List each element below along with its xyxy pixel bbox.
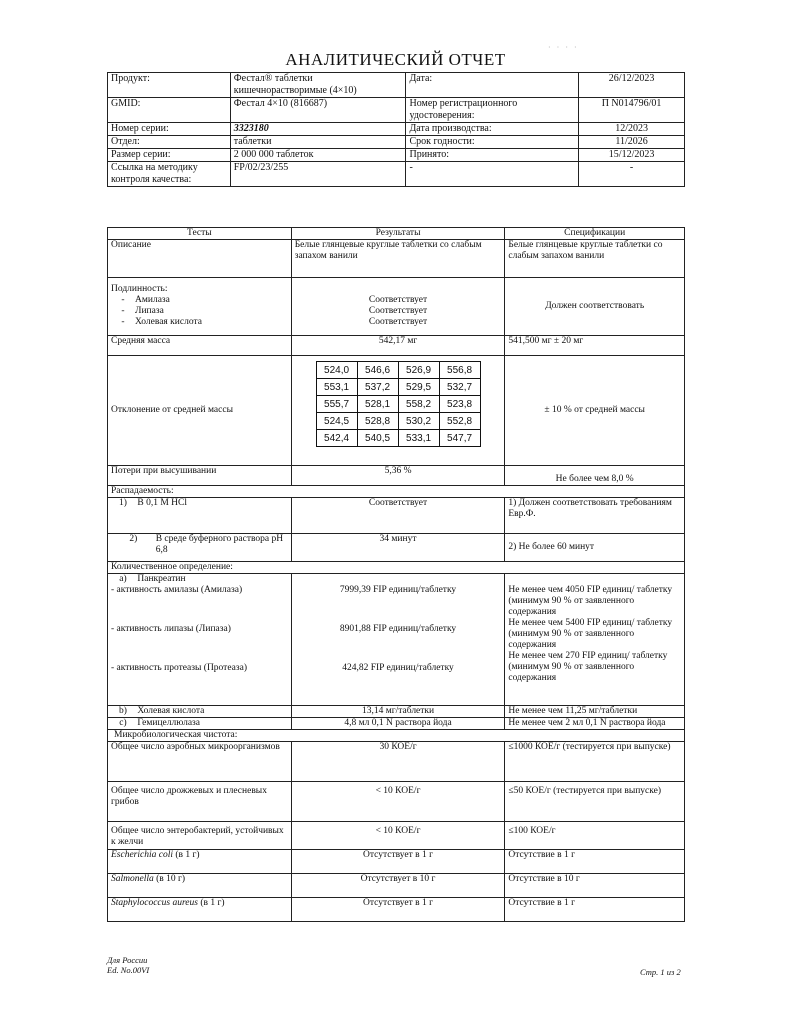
mass-value: 556,8	[439, 362, 480, 379]
mass-value: 526,9	[398, 362, 439, 379]
yeast-label: Общее число дрожжевых и плесневых грибов	[108, 782, 292, 822]
protease-spec: Не менее чем 270 FIP единиц/ таблетку (минимум 90 % от заявленного содержания	[508, 651, 668, 683]
identity-item-cholic: Холевая кислота	[135, 317, 202, 327]
disint1-spec: 1) Должен соответствовать требованиям Евр.Ф.	[505, 498, 685, 534]
dept-label: Отдел:	[108, 136, 231, 149]
lipase-spec: Не менее чем 5400 FIP единиц/ таблетку (минимум 90 % от заявленного содержания	[508, 618, 673, 650]
col-specs: Спецификации	[505, 228, 685, 240]
avg-mass-spec: 541,500 мг ± 20 мг	[505, 336, 685, 356]
lod-label: Потери при высушивании	[108, 466, 292, 486]
assay-c-num: c)	[119, 718, 127, 728]
disint1-label: В 0,1 М HCl	[137, 498, 187, 508]
disint2-num: 2)	[129, 534, 138, 544]
staph-suffix: (в 1 г)	[200, 898, 225, 908]
micro-label: Микробиологическая чистота:	[108, 730, 685, 742]
dept-value: таблетки	[230, 136, 406, 149]
mass-row	[316, 396, 480, 413]
assay-c-cell	[108, 718, 292, 730]
ecoli-cell	[108, 850, 292, 874]
footer-edition: Ed. No.00VI	[107, 965, 150, 975]
col-tests: Тесты	[108, 228, 292, 240]
mass-row	[316, 430, 480, 447]
mass-value: 542,4	[316, 430, 357, 447]
ecoli-result: Отсутствует в 1 г	[291, 850, 505, 874]
deviation-label: Отклонение от средней массы	[108, 356, 292, 466]
assay-a-label: Панкреатин	[137, 574, 186, 584]
disint1-result: Соответствует	[291, 498, 505, 534]
accepted-value: 15/12/2023	[579, 149, 685, 162]
gmid-label: GMID:	[108, 98, 231, 123]
assay-a-num: а)	[119, 574, 127, 584]
salm-result: Отсутствует в 10 г	[291, 874, 505, 898]
disint2-result: 34 минут	[291, 534, 505, 562]
corner-mark: · · · ·	[548, 43, 579, 52]
aerobic-spec: ≤1000 КОЕ/г (тестируется при выпуске)	[505, 742, 685, 782]
identity-result-cholic: Соответствует	[368, 317, 428, 327]
mfg-label: Дата производства:	[406, 123, 579, 136]
disint1-cell	[108, 498, 292, 534]
staph-result: Отсутствует в 1 г	[291, 898, 505, 922]
salm-name: Salmonella	[111, 874, 154, 884]
reg-label: Номер регистрационного удостоверения:	[406, 98, 579, 123]
lipase-result: 8901,88 FIP единиц/таблетку	[339, 624, 457, 634]
staph-name: Staphylococcus aureus	[111, 898, 198, 908]
staph-spec: Отсутствие в 1 г	[505, 898, 685, 922]
description-label: Описание	[108, 240, 292, 278]
lod-result: 5,36 %	[291, 466, 505, 486]
mass-row	[316, 362, 480, 379]
mass-value: 555,7	[316, 396, 357, 413]
footer-region: Для России	[107, 955, 148, 965]
expiry-label: Срок годности:	[406, 136, 579, 149]
mass-row	[316, 379, 480, 396]
identity-cell: Подлинность: - Амилаза - Липаза - Холевая кислота	[108, 278, 292, 336]
assay-a-specs	[505, 574, 685, 706]
ecoli-name: Escherichia coli	[111, 850, 173, 860]
identity-label: Подлинность:	[111, 284, 168, 294]
date-value: 26/12/2023	[579, 73, 685, 98]
entero-spec: ≤100 КОЕ/г	[505, 822, 685, 850]
mass-value: 553,1	[316, 379, 357, 396]
size-value: 2 000 000 таблеток	[230, 149, 406, 162]
protease-label: - активность протеазы (Протеаза)	[111, 663, 248, 673]
amylase-result: 7999,39 FIP единиц/таблетку	[339, 585, 457, 595]
disintegration-label: Распадаемость:	[108, 486, 685, 498]
identity-results	[291, 278, 505, 336]
lipase-label: - активность липазы (Липаза)	[111, 624, 231, 634]
assay-c-result: 4,8 мл 0,1 N раствора йода	[291, 718, 505, 730]
mass-row	[316, 413, 480, 430]
document-title: АНАЛИТИЧЕСКИЙ ОТЧЕТ	[285, 50, 506, 69]
avg-mass-label: Средняя масса	[108, 336, 292, 356]
col-results: Результаты	[291, 228, 505, 240]
avg-mass-result: 542,17 мг	[291, 336, 505, 356]
date-label: Дата:	[406, 73, 579, 98]
assay-c-spec: Не менее чем 2 мл 0,1 N раствора йода	[505, 718, 685, 730]
mass-value: 528,1	[357, 396, 398, 413]
mass-value: 537,2	[357, 379, 398, 396]
lod-spec: Не более чем 8,0 %	[505, 466, 685, 486]
method-extra2: -	[579, 162, 685, 187]
results-table	[107, 227, 685, 922]
mass-value: 524,5	[316, 413, 357, 430]
disint1-num: 1)	[119, 498, 127, 508]
salm-suffix: (в 10 г)	[156, 874, 186, 884]
mass-value: 552,8	[439, 413, 480, 430]
assay-label: Количественное определение:	[108, 562, 685, 574]
salm-spec: Отсутствие в 10 г	[505, 874, 685, 898]
reg-value: П N014796/01	[579, 98, 685, 123]
footer-left	[107, 955, 149, 975]
entero-result: < 10 КОЕ/г	[291, 822, 505, 850]
assay-a-results	[291, 574, 505, 706]
method-label: Ссылка на методику контроля качества:	[108, 162, 231, 187]
aerobic-label: Общее число аэробных микроорганизмов	[108, 742, 292, 782]
mass-value: 547,7	[439, 430, 480, 447]
batch-value: 3323180	[230, 123, 406, 136]
yeast-result: < 10 КОЕ/г	[291, 782, 505, 822]
gmid-value: Фестал 4×10 (816687)	[230, 98, 406, 123]
mass-value: 546,6	[357, 362, 398, 379]
entero-label: Общее число энтеробактерий, устойчивых к желчи	[108, 822, 292, 850]
accepted-label: Принято:	[406, 149, 579, 162]
disint2-label: В среде буферного раствора pH 6,8	[155, 534, 284, 555]
assay-b-cell	[108, 706, 292, 718]
mfg-value: 12/2023	[579, 123, 685, 136]
mass-value: 529,5	[398, 379, 439, 396]
assay-b-spec: Не менее чем 11,25 мг/таблетки	[505, 706, 685, 718]
identity-spec: Должен соответствовать	[505, 278, 685, 336]
amylase-label: - активность амилазы (Амилаза)	[111, 585, 243, 595]
amylase-spec: Не менее чем 4050 FIP единиц/ таблетку (минимум 90 % от заявленного содержания	[508, 585, 673, 617]
ecoli-spec: Отсутствие в 1 г	[505, 850, 685, 874]
product-value: Фестал® таблетки кишечнорастворимые (4×10)	[230, 73, 406, 98]
mass-value: 558,2	[398, 396, 439, 413]
assay-b-result: 13,14 мг/таблетки	[291, 706, 505, 718]
disint2-cell	[108, 534, 292, 562]
description-spec: Белые глянцевые круглые таблетки со слабым запахом ванили	[505, 240, 685, 278]
method-value: FP/02/23/255	[230, 162, 406, 187]
page-number: Стр. 1 из 2	[640, 967, 681, 977]
mass-value: 528,8	[357, 413, 398, 430]
identity-result-amylase: Соответствует	[368, 295, 428, 305]
mass-value: 523,8	[439, 396, 480, 413]
yeast-spec: ≤50 КОЕ/г (тестируется при выпуске)	[505, 782, 685, 822]
identity-item-amylase: Амилаза	[135, 295, 170, 305]
description-result: Белые глянцевые круглые таблетки со слабым запахом ванили	[291, 240, 505, 278]
mass-value: 530,2	[398, 413, 439, 430]
mass-value: 540,5	[357, 430, 398, 447]
identity-item-lipase: Липаза	[135, 306, 164, 316]
batch-label: Номер серии:	[108, 123, 231, 136]
expiry-value: 11/2026	[579, 136, 685, 149]
mass-value: 533,1	[398, 430, 439, 447]
size-label: Размер серии:	[108, 149, 231, 162]
identity-result-lipase: Соответствует	[368, 306, 428, 316]
disint2-spec: 2) Не более 60 минут	[505, 534, 685, 562]
staph-cell	[108, 898, 292, 922]
mass-value: 532,7	[439, 379, 480, 396]
assay-c-label: Гемицеллюлаза	[137, 718, 201, 728]
assay-a-cell	[108, 574, 292, 706]
method-extra1: -	[406, 162, 579, 187]
assay-b-num: b)	[119, 706, 127, 716]
product-label: Продукт:	[108, 73, 231, 98]
deviation-spec: ± 10 % от средней массы	[505, 356, 685, 466]
aerobic-result: 30 КОЕ/г	[291, 742, 505, 782]
assay-b-label: Холевая кислота	[137, 706, 205, 716]
deviation-grid-cell	[291, 356, 505, 466]
mass-grid	[316, 361, 481, 447]
salm-cell	[108, 874, 292, 898]
ecoli-suffix: (в 1 г)	[175, 850, 200, 860]
protease-result: 424,82 FIP единиц/таблетку	[342, 663, 454, 673]
product-info-table	[107, 72, 685, 187]
mass-value: 524,0	[316, 362, 357, 379]
